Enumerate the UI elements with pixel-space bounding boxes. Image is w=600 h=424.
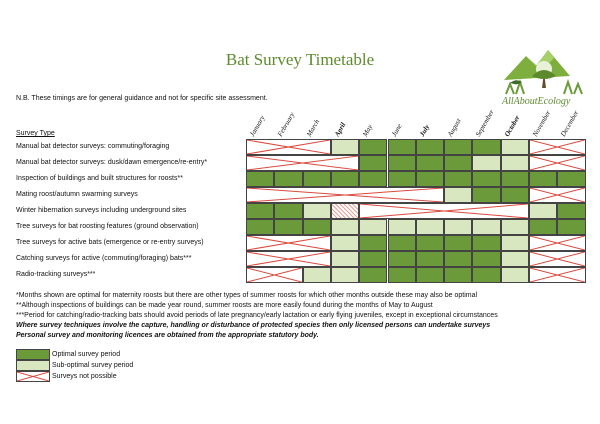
cell-optimal	[557, 171, 585, 187]
cell-suboptimal	[529, 203, 557, 219]
legend-label: Optimal survey period	[52, 351, 121, 358]
cell-optimal	[444, 139, 472, 155]
cell-optimal	[501, 187, 529, 203]
survey-row-label: Winter hibernation surveys including underground sites	[16, 207, 187, 214]
footnote: **Although inspections of buildings can be made year round, summer roosts are more easily found during the months of May to August	[16, 302, 433, 309]
survey-row-label: Tree surveys for bat roosting features (ground observation)	[16, 223, 199, 230]
cell-suboptimal	[501, 219, 529, 235]
cell-optimal	[388, 155, 416, 171]
cell-optimal	[472, 251, 500, 267]
cell-suboptimal	[331, 235, 359, 251]
month-april: April	[332, 121, 348, 138]
cell-optimal	[359, 235, 387, 251]
not-possible-cross	[247, 140, 330, 154]
cell-not-possible	[246, 251, 331, 267]
month-october: October	[502, 114, 522, 138]
cell-suboptimal	[331, 219, 359, 235]
footnote: Personal survey and monitoring licences are obtained from the appropriate statutory body.	[16, 332, 319, 339]
page-title: Bat Survey Timetable	[225, 50, 375, 69]
month-may: May	[361, 123, 375, 138]
cell-optimal	[416, 155, 444, 171]
cell-optimal	[359, 139, 387, 155]
survey-row-label: Radio-tracking surveys***	[16, 271, 96, 278]
month-november: November	[531, 109, 553, 138]
cell-suboptimal	[444, 187, 472, 203]
month-july: July	[417, 123, 432, 138]
cell-not-possible	[246, 267, 303, 283]
cell-optimal	[416, 251, 444, 267]
cell-suboptimal	[472, 155, 500, 171]
not-possible-cross	[247, 156, 358, 170]
cell-optimal	[472, 139, 500, 155]
not-possible-cross	[530, 236, 585, 250]
cell-optimal	[246, 219, 274, 235]
cell-optimal	[274, 171, 302, 187]
cell-optimal	[416, 267, 444, 283]
cell-suboptimal	[359, 219, 387, 235]
cell-optimal	[416, 171, 444, 187]
cell-not-possible	[246, 187, 444, 203]
survey-row-label: Manual bat detector surveys: dusk/dawn emergence/re-entry*	[16, 159, 208, 166]
cell-optimal	[274, 203, 302, 219]
cell-optimal	[501, 171, 529, 187]
timetable-grid	[246, 139, 586, 283]
month-december: December	[559, 109, 581, 138]
cell-not-possible	[529, 155, 586, 171]
month-june: June	[389, 122, 404, 138]
cell-suboptimal	[501, 155, 529, 171]
cell-optimal	[472, 187, 500, 203]
cell-optimal	[388, 171, 416, 187]
cell-optimal	[246, 171, 274, 187]
cell-not-possible	[246, 139, 331, 155]
survey-row-label: Tree surveys for active bats (emergence or re-entry surveys)	[16, 239, 204, 246]
cell-suboptimal	[501, 267, 529, 283]
cell-not-possible	[529, 235, 586, 251]
cell-optimal	[472, 267, 500, 283]
survey-type-header: Survey Type	[16, 130, 55, 137]
cell-optimal	[331, 171, 359, 187]
cell-optimal	[472, 171, 500, 187]
not-possible-cross	[530, 140, 585, 154]
survey-row-label: Inspection of buildings and built structures for roosts**	[16, 175, 183, 182]
cell-optimal	[529, 219, 557, 235]
survey-row-label: Mating roost/autumn swarming surveys	[16, 191, 138, 198]
not-possible-cross	[247, 268, 302, 282]
cell-optimal	[359, 267, 387, 283]
cell-optimal	[274, 219, 302, 235]
not-possible-cross	[247, 252, 330, 266]
cell-suboptimal	[472, 219, 500, 235]
legend-swatch-not-possible	[16, 371, 50, 382]
cell-optimal	[529, 171, 557, 187]
survey-row-label: Manual bat detector surveys: commuting/foraging	[16, 143, 170, 150]
not-possible-cross	[247, 188, 443, 202]
cell-optimal	[444, 155, 472, 171]
cell-optimal	[444, 171, 472, 187]
legend-swatch-optimal	[16, 349, 50, 360]
cell-optimal	[444, 267, 472, 283]
disclaimer-note: N.B. These timings are for general guidance and not for specific site assessment.	[16, 95, 268, 102]
cell-not-possible	[529, 139, 586, 155]
not-possible-cross	[530, 268, 585, 282]
not-possible-cross	[530, 156, 585, 170]
month-headers	[246, 100, 586, 140]
cell-suboptimal	[331, 267, 359, 283]
cell-optimal	[246, 203, 274, 219]
cell-optimal	[303, 219, 331, 235]
cell-suboptimal	[331, 251, 359, 267]
cell-optimal	[388, 251, 416, 267]
cell-optimal	[472, 235, 500, 251]
cell-partial	[331, 203, 359, 219]
cell-suboptimal	[388, 219, 416, 235]
month-august: August	[446, 117, 463, 138]
legend-label: Surveys not possible	[52, 373, 117, 380]
cell-optimal	[359, 171, 387, 187]
cell-suboptimal	[501, 139, 529, 155]
legend-label: Sub-optimal survey period	[52, 362, 134, 369]
not-possible-cross	[247, 236, 330, 250]
logo	[496, 36, 588, 108]
cell-optimal	[303, 171, 331, 187]
cell-optimal	[388, 267, 416, 283]
survey-row-label: Catching surveys for active (commuting/foraging) bats***	[16, 255, 192, 262]
cell-suboptimal	[303, 267, 331, 283]
cell-not-possible	[529, 267, 586, 283]
not-possible-cross	[17, 372, 49, 381]
footnote: *Months shown are optimal for maternity roosts but there are other types of summer roosts for which other months outside these may also be optimal	[16, 292, 478, 299]
cell-optimal	[557, 203, 585, 219]
footnote: Where survey techniques involve the capture, handling or disturbance of protected species then only licensed persons can undertake surveys	[16, 322, 491, 329]
cell-suboptimal	[416, 219, 444, 235]
month-january: January	[248, 114, 267, 138]
legend-swatch-suboptimal	[16, 360, 50, 371]
cell-optimal	[416, 235, 444, 251]
cell-not-possible	[246, 155, 359, 171]
cell-suboptimal	[331, 139, 359, 155]
month-march: March	[304, 118, 321, 138]
not-possible-cross	[530, 188, 585, 202]
not-possible-cross	[530, 252, 585, 266]
not-possible-cross	[360, 204, 528, 218]
cell-suboptimal	[501, 251, 529, 267]
month-september: September	[474, 108, 497, 138]
cell-not-possible	[359, 203, 529, 219]
cell-not-possible	[246, 235, 331, 251]
cell-not-possible	[529, 251, 586, 267]
cell-suboptimal	[501, 235, 529, 251]
cell-suboptimal	[444, 219, 472, 235]
cell-optimal	[359, 251, 387, 267]
month-february: February	[276, 111, 297, 138]
cell-suboptimal	[303, 203, 331, 219]
cell-optimal	[388, 235, 416, 251]
cell-optimal	[444, 235, 472, 251]
footnote: ***Period for catching/radio-tracking bats should avoid periods of late pregnancy/early lactation or early flying juveniles, except in exceptional circumstances	[16, 312, 498, 319]
cell-optimal	[359, 155, 387, 171]
cell-optimal	[557, 219, 585, 235]
cell-not-possible	[529, 187, 586, 203]
cell-optimal	[444, 251, 472, 267]
svg-text:AllAboutEcology: AllAboutEcology	[502, 96, 571, 107]
cell-optimal	[416, 139, 444, 155]
cell-optimal	[388, 139, 416, 155]
